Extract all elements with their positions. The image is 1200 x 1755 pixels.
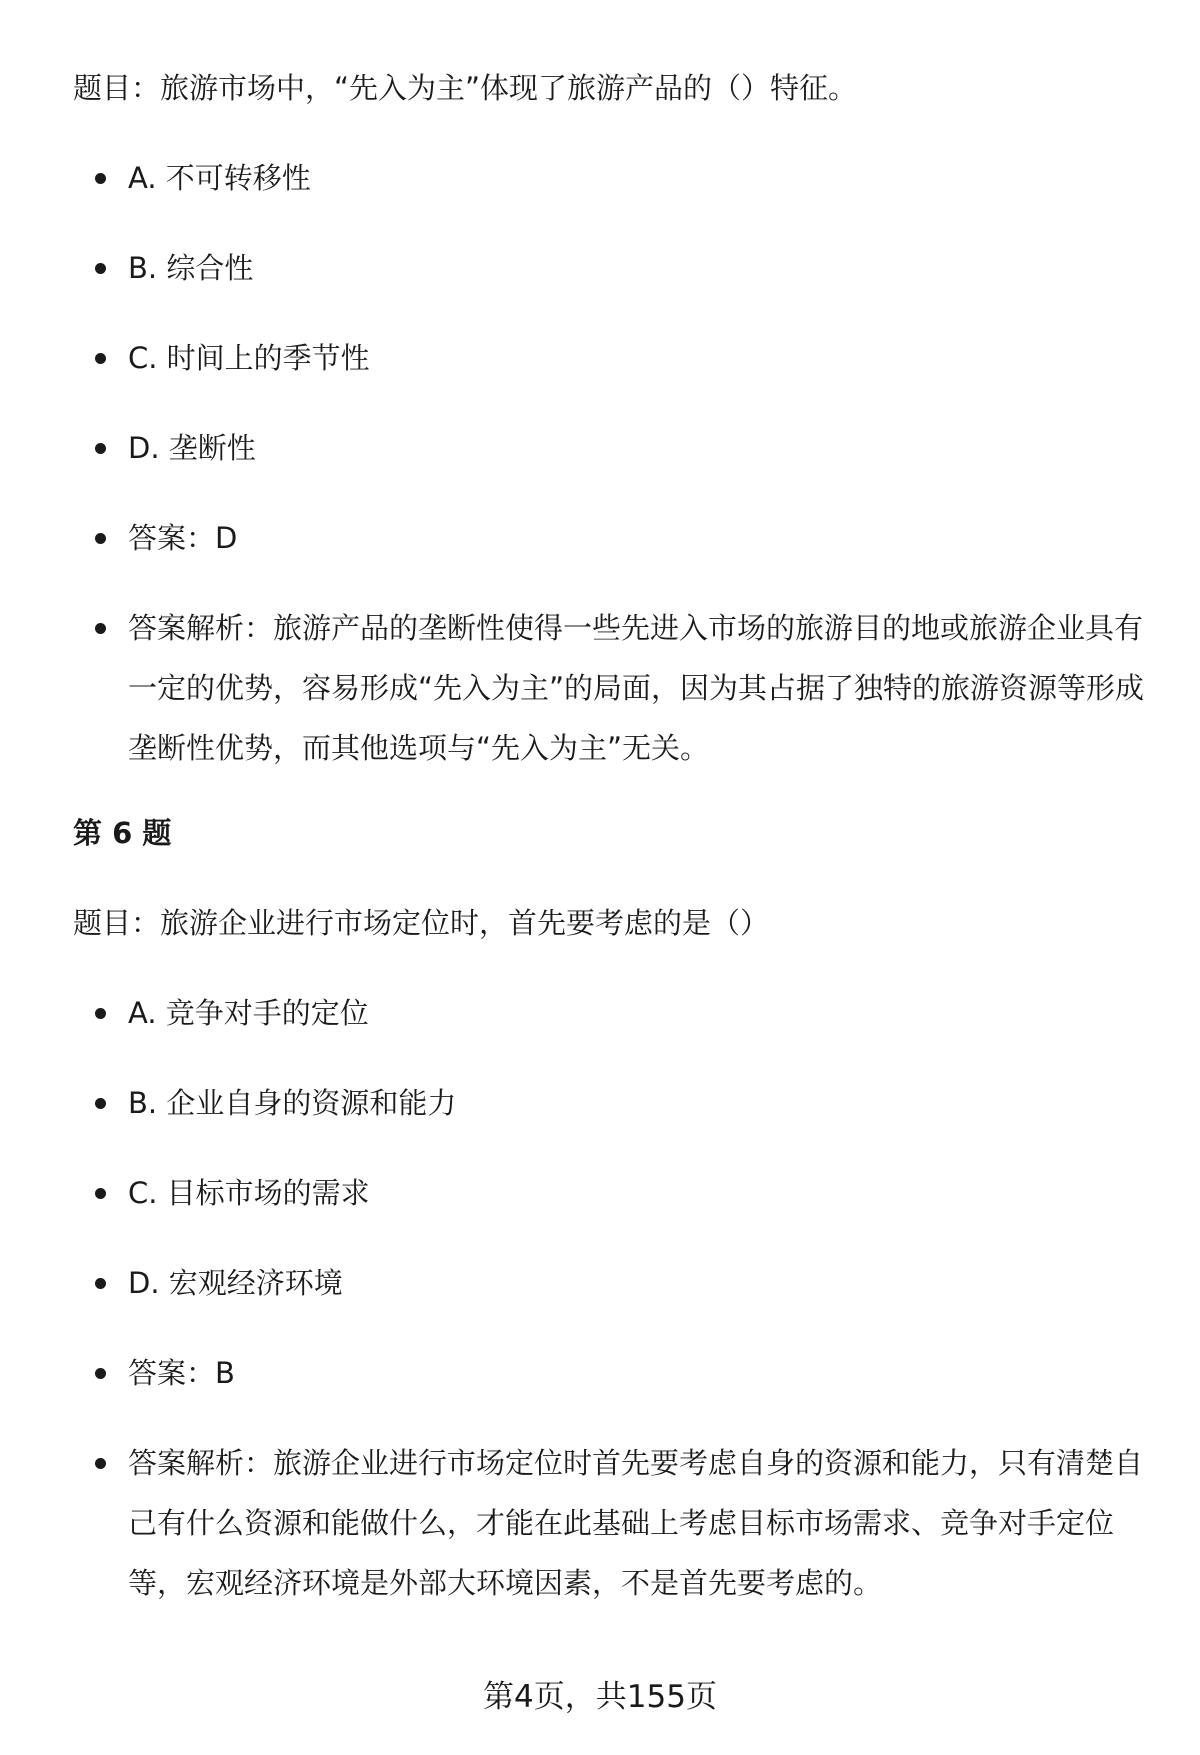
- answer-text: 答案：D: [128, 521, 238, 555]
- option-text: A. 不可转移性: [128, 161, 311, 195]
- analysis-text: 答案解析：旅游企业进行市场定位时首先要考虑自身的资源和能力，只有清楚自己有什么资源和能做什么，才能在此基础上考虑目标市场需求、竞争对手定位等，宏观经济环境是外部大环境因素，不是首先要考虑的。: [128, 1446, 1144, 1600]
- option-text: A. 竞争对手的定位: [128, 996, 369, 1030]
- option-text: D. 垄断性: [128, 431, 256, 465]
- bullet-icon: [95, 533, 106, 544]
- bullet-icon: [95, 1008, 106, 1019]
- bullet-icon: [95, 263, 106, 274]
- answer-text: 答案：B: [128, 1356, 235, 1390]
- bullet-icon: [95, 623, 106, 634]
- option-text: D. 宏观经济环境: [128, 1266, 343, 1300]
- bullet-icon: [95, 1188, 106, 1199]
- question-stem: 题目：旅游市场中，“先入为主”体现了旅游产品的（）特征。: [73, 71, 858, 105]
- bullet-icon: [95, 1368, 106, 1379]
- bullet-icon: [95, 1098, 106, 1109]
- option-text: B. 综合性: [128, 251, 254, 285]
- option-text: C. 目标市场的需求: [128, 1176, 370, 1210]
- option-text: C. 时间上的季节性: [128, 341, 370, 375]
- bullet-icon: [95, 1458, 106, 1469]
- bullet-icon: [95, 353, 106, 364]
- bullet-icon: [95, 173, 106, 184]
- analysis-text: 答案解析：旅游产品的垄断性使得一些先进入市场的旅游目的地或旅游企业具有一定的优势，容易形成“先入为主”的局面，因为其占据了独特的旅游资源等形成垄断性优势，而其他选项与“先入为主”无关。: [128, 611, 1145, 765]
- bullet-icon: [95, 1278, 106, 1289]
- page-number: 第4页，共155页: [483, 1679, 717, 1715]
- option-text: B. 企业自身的资源和能力: [128, 1086, 457, 1120]
- question-heading: 第 6 题: [73, 816, 172, 850]
- question-stem: 题目：旅游企业进行市场定位时，首先要考虑的是（）: [73, 906, 770, 940]
- bullet-icon: [95, 443, 106, 454]
